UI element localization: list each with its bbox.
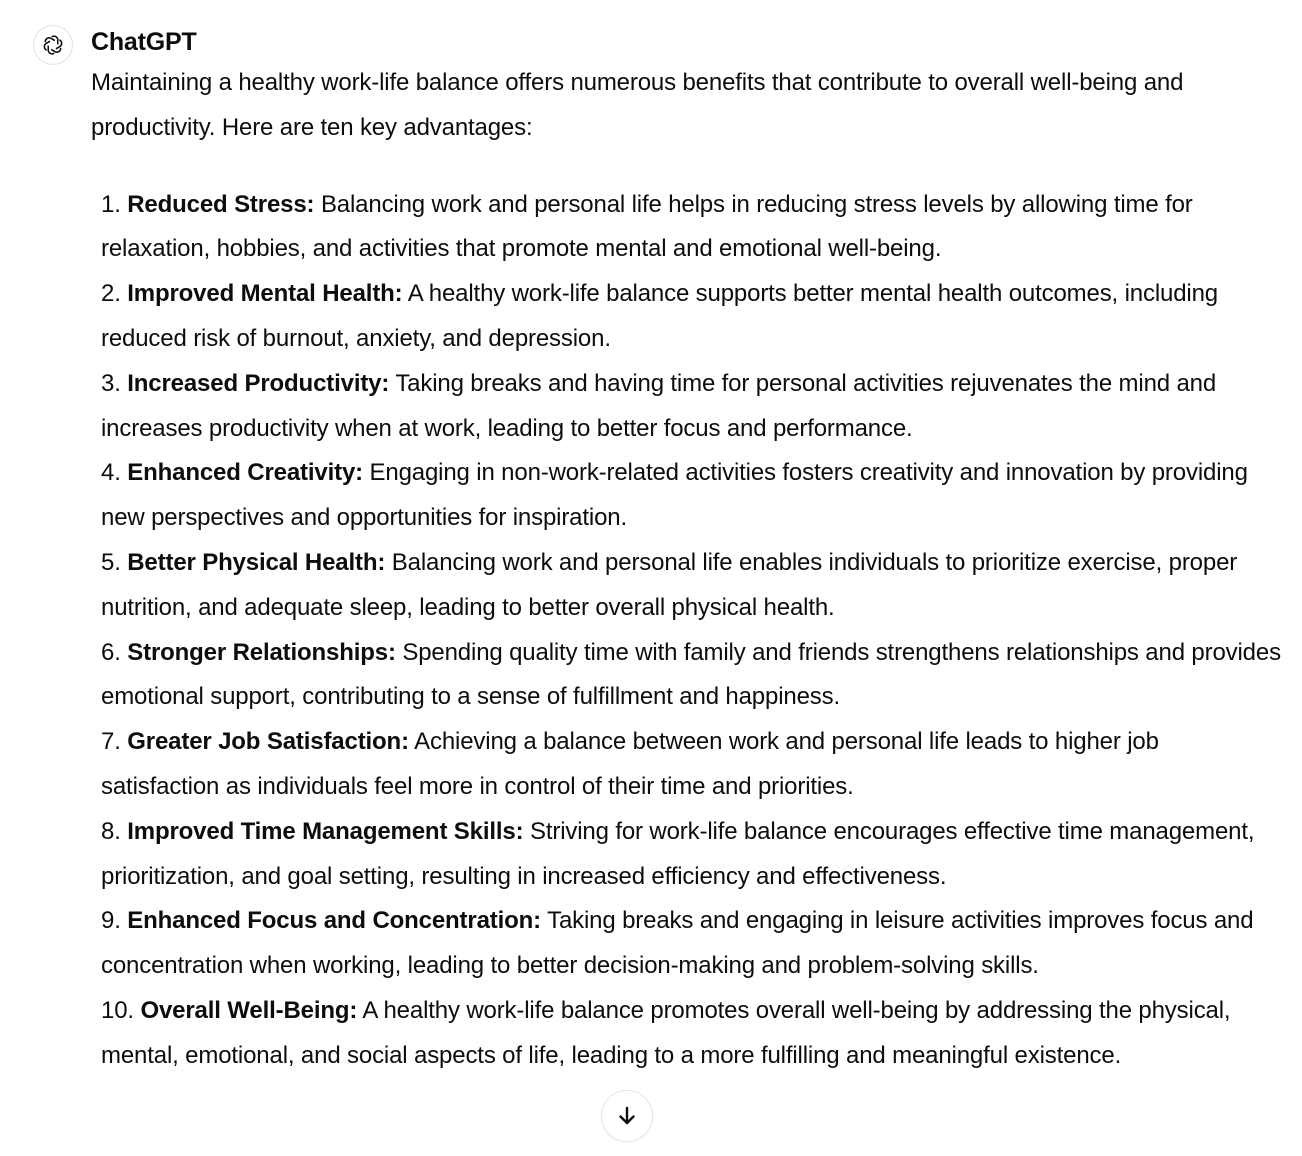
list-item-text: Spending quality time with family and friends strengthens relationships and provides emotional support, contributing to a sense of fulfillment and happiness. <box>101 638 1281 711</box>
list-item-title: Increased Productivity: <box>127 369 390 397</box>
list-item-text: Achieving a balance between work and personal life leads to higher job satisfaction as individuals feel more in control of their time and priorities. <box>101 728 1159 800</box>
openai-logo-icon <box>40 32 66 58</box>
list-item-title: Reduced Stress: <box>127 190 315 218</box>
list-item-text: Taking breaks and having time for personal activities rejuvenates the mind and increases productivity when at work, leading to better focus and performance. <box>101 369 1217 442</box>
scroll-to-bottom-button[interactable] <box>601 1090 653 1142</box>
list-item-text: A healthy work-life balance supports better mental health outcomes, including reduced risk of burnout, anxiety, and depression. <box>101 280 1218 352</box>
list-item-text: Taking breaks and engaging in leisure activities improves focus and concentration when working, leading to better decision-making and problem-solving skills. <box>101 907 1254 980</box>
list-item-title: Enhanced Focus and Concentration: <box>127 907 541 935</box>
list-item-title: Improved Mental Health: <box>127 280 403 308</box>
message-intro: Maintaining a healthy work-life balance offers numerous benefits that contribute to overall well-being and productivity. Here are ten key advantages: <box>91 69 1184 141</box>
list-item-number: 6. <box>101 638 121 666</box>
list-item-text: Engaging in non-work-related activities fosters creativity and innovation by providing new perspectives and opportunities for inspiration. <box>101 459 1248 532</box>
benefits-list <box>91 183 1281 1079</box>
list-item-number: 8. <box>101 817 121 845</box>
list-item <box>101 362 1281 452</box>
list-item-number: 10. <box>101 996 134 1024</box>
list-item <box>101 631 1281 721</box>
list-item-number: 2. <box>101 280 121 308</box>
list-item-text: A healthy work-life balance promotes overall well-being by addressing the physical, mental, emotional, and social aspects of life, leading to a more fulfilling and meaningful existence. <box>101 996 1231 1069</box>
list-item-text: Balancing work and personal life helps in reducing stress levels by allowing time for relaxation, hobbies, and activities that promote mental and emotional well-being. <box>101 190 1193 263</box>
list-item-number: 9. <box>101 907 121 935</box>
list-item-title: Enhanced Creativity: <box>127 459 363 487</box>
list-item <box>101 810 1281 900</box>
list-item-number: 5. <box>101 548 121 576</box>
arrow-down-icon <box>615 1104 639 1128</box>
list-item <box>101 272 1281 362</box>
list-item-title: Overall Well-Being: <box>140 996 358 1024</box>
list-item <box>101 899 1281 989</box>
list-item-title: Greater Job Satisfaction: <box>127 728 409 756</box>
list-item <box>101 989 1281 1079</box>
list-item <box>101 183 1281 273</box>
list-item-number: 4. <box>101 459 121 487</box>
list-item <box>101 720 1281 810</box>
author-name: ChatGPT <box>91 28 197 56</box>
assistant-avatar <box>33 25 73 65</box>
list-item-text: Striving for work-life balance encourages effective time management, prioritization, and goal setting, resulting in increased efficiency and effectiveness. <box>101 817 1255 890</box>
assistant-message <box>91 61 1281 1079</box>
list-item-title: Better Physical Health: <box>127 548 386 576</box>
list-item-number: 1. <box>101 190 121 218</box>
list-item <box>101 541 1281 631</box>
list-item-title: Stronger Relationships: <box>127 638 396 666</box>
list-item-number: 3. <box>101 369 121 397</box>
list-item-number: 7. <box>101 728 121 756</box>
list-item-title: Improved Time Management Skills: <box>127 817 524 845</box>
list-item <box>101 451 1281 541</box>
list-item-text: Balancing work and personal life enables individuals to prioritize exercise, proper nutrition, and adequate sleep, leading to better overall physical health. <box>101 548 1238 621</box>
